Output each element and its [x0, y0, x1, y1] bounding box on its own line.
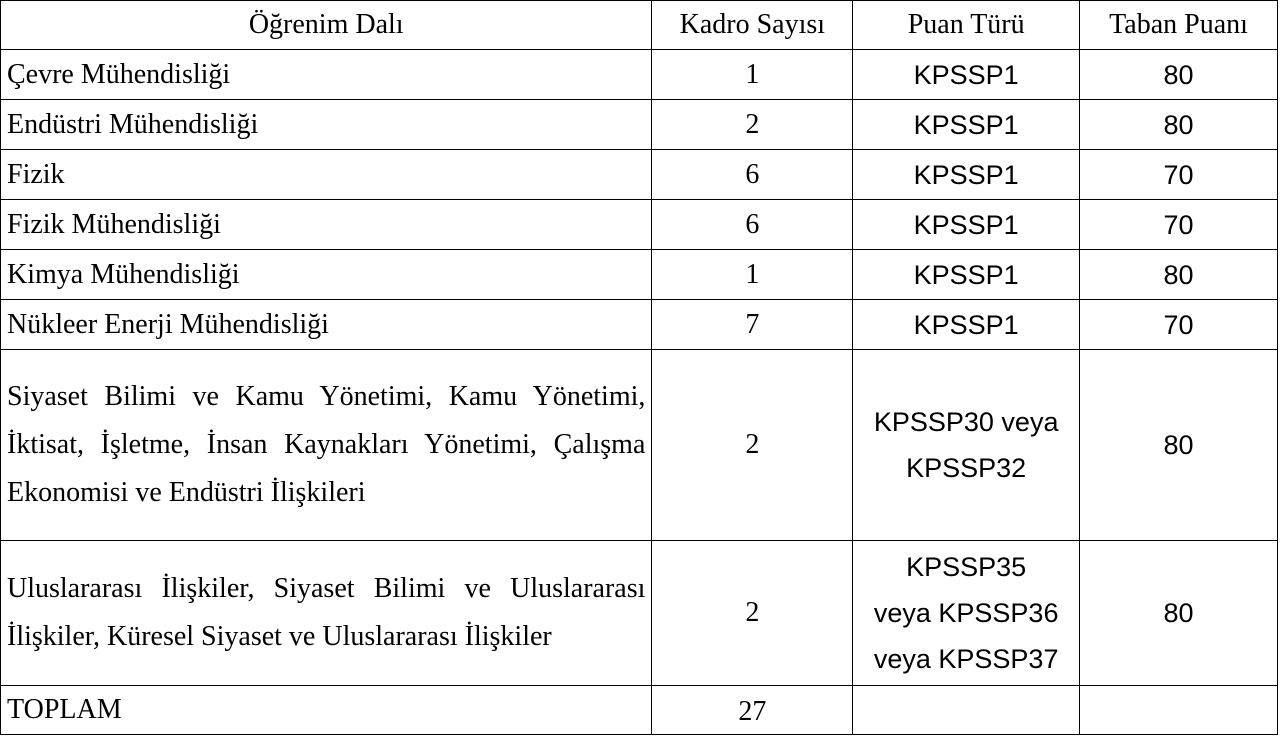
table-row [1, 541, 1278, 686]
table-row [1, 100, 1278, 150]
cell-min-score: 80 [1080, 350, 1278, 541]
table-row [1, 50, 1278, 100]
score-type-line: KPSSP30 veya [873, 407, 1059, 437]
cell-score-type: KPSSP1 [853, 300, 1080, 350]
cell-score-type: KPSSP1 [853, 100, 1080, 150]
header-field: Öğrenim Dalı [1, 1, 652, 50]
cell-min-score: 70 [1080, 200, 1278, 250]
cell-min-score: 80 [1080, 100, 1278, 150]
cell-score-type: KPSSP1 [853, 200, 1080, 250]
table-row [1, 200, 1278, 250]
cell-score-type [853, 350, 1080, 541]
score-type-line: veya KPSSP36 [873, 598, 1059, 628]
cell-score-type [853, 541, 1080, 686]
cell-field: Uluslararası İlişkiler, Siyaset Bilimi ve Uluslararası İlişkiler, Küresel Siyaset ve Uluslararası İlişkiler [1, 541, 652, 686]
cell-field: Kimya Mühendisliği [1, 250, 652, 300]
cell-field: Siyaset Bilimi ve Kamu Yönetimi, Kamu Yönetimi, İktisat, İşletme, İnsan Kaynakları Yönetimi, Çalışma Ekonomisi ve Endüstri İlişkileri [1, 350, 652, 541]
cell-score-type: KPSSP1 [853, 150, 1080, 200]
table-row [1, 150, 1278, 200]
cell-count: 7 [652, 300, 853, 350]
cell-field: Endüstri Mühendisliği [1, 100, 652, 150]
header-count: Kadro Sayısı [652, 1, 853, 50]
cell-score-type: KPSSP1 [853, 250, 1080, 300]
cell-count: 2 [652, 541, 853, 686]
header-row [1, 1, 1278, 50]
cell-min-score: 80 [1080, 541, 1278, 686]
cell-count: 6 [652, 200, 853, 250]
cell-field: Fizik Mühendisliği [1, 200, 652, 250]
score-type-line: KPSSP35 [906, 552, 1027, 582]
score-type-line: veya KPSSP37 [873, 644, 1059, 674]
total-min-score [1080, 686, 1278, 735]
cell-count: 6 [652, 150, 853, 200]
header-score-type: Puan Türü [853, 1, 1080, 50]
score-type-line: KPSSP32 [906, 453, 1027, 483]
header-min-score: Taban Puanı [1080, 1, 1278, 50]
total-row [1, 686, 1278, 735]
cell-field: Nükleer Enerji Mühendisliği [1, 300, 652, 350]
cell-count: 2 [652, 100, 853, 150]
cell-field: Çevre Mühendisliği [1, 50, 652, 100]
cell-min-score: 80 [1080, 250, 1278, 300]
total-score-type [853, 686, 1080, 735]
cell-count: 1 [652, 250, 853, 300]
cell-min-score: 80 [1080, 50, 1278, 100]
cell-field: Fizik [1, 150, 652, 200]
total-count: 27 [652, 686, 853, 735]
cell-score-type: KPSSP1 [853, 50, 1080, 100]
table-row [1, 300, 1278, 350]
cell-min-score: 70 [1080, 300, 1278, 350]
cell-count: 1 [652, 50, 853, 100]
table-row [1, 350, 1278, 541]
cell-count: 2 [652, 350, 853, 541]
total-label: TOPLAM [1, 686, 652, 735]
table-row [1, 250, 1278, 300]
cell-min-score: 70 [1080, 150, 1278, 200]
